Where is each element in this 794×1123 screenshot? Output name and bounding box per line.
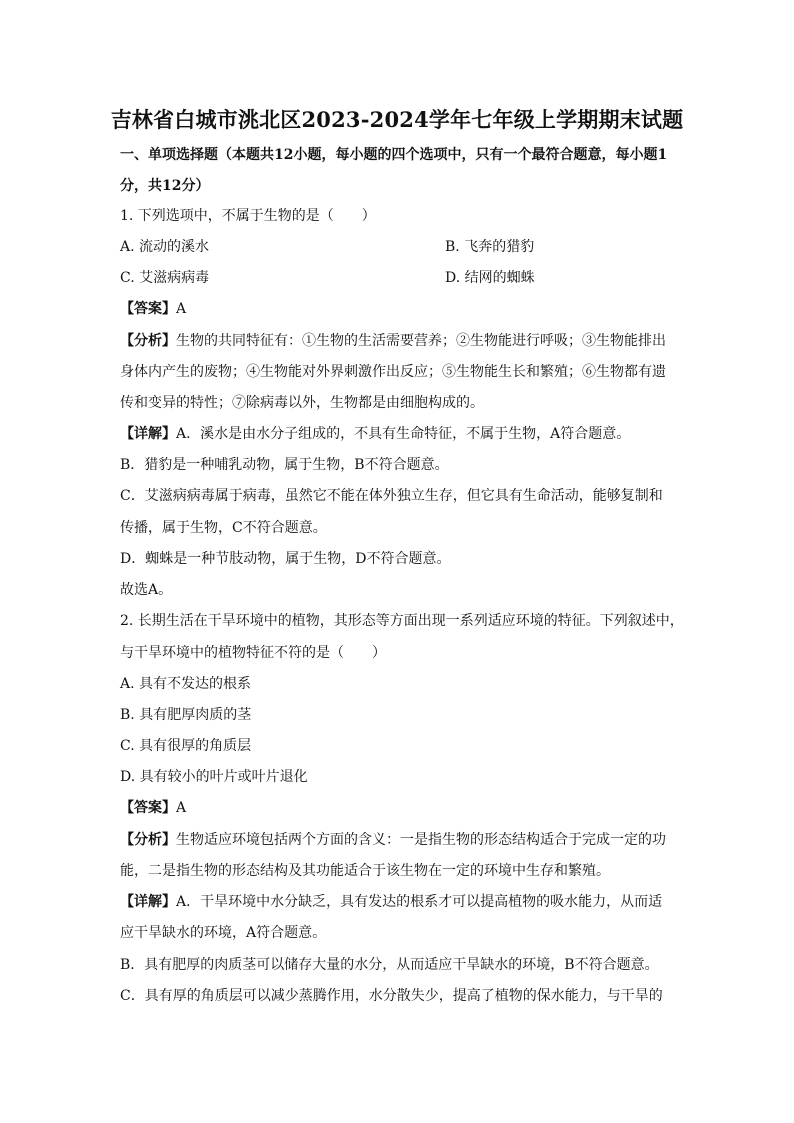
q2-answer [120, 798, 186, 818]
q2-stem-line-2: 与干旱环境中的植物特征不符的是（ ） [120, 645, 386, 661]
q2-analysis-line-2: 能，二是指生物的形态结构及其功能适合于该生物在一定的环境中生存和繁殖。 [120, 863, 610, 879]
section-heading-line-2: 分，共12分） [120, 178, 210, 194]
q2-option-d: D. 具有较小的叶片或叶片退化 [120, 769, 308, 785]
section-heading-line-1: 一、单项选择题（本题共12小题，每小题的四个选项中，只有一个最符合题意，每小题1 [120, 147, 668, 163]
q1-analysis-line-3: 传和变异的特性；⑦除病毒以外，生物都是由细胞构成的。 [120, 395, 484, 411]
q1-stem: 1. 下列选项中，不属于生物的是（ ） [120, 208, 376, 224]
q1-detail-line-3: C．艾滋病病毒属于病毒，虽然它不能在体外独立生存，但它具有生命活动，能够复制和 [120, 488, 663, 504]
q1-detail-line-1 [120, 424, 630, 444]
q2-detail-line-4: C．具有厚的角质层可以减少蒸腾作用，水分散失少，提高了植物的保水能力，与干旱的 [120, 988, 663, 1004]
q1-answer-value: A [176, 301, 187, 317]
q1-option-c: C. 艾滋病病毒 [120, 270, 210, 286]
q1-detail-label: 【详解】 [120, 426, 176, 442]
q1-option-d: D. 结网的蜘蛛 [445, 270, 535, 286]
q1-analysis-line-2: 身体内产生的废物；④生物能对外界刺激作出反应；⑤生物能生长和繁殖；⑥生物都有遗 [120, 364, 666, 380]
q1-detail-line-6: 故选A。 [120, 582, 173, 598]
q2-analysis-line-1 [120, 830, 666, 850]
q2-analysis-text-1: 生物适应环境包括两个方面的含义：一是指生物的形态结构适合于完成一定的功 [176, 832, 666, 848]
q2-answer-value: A [176, 800, 187, 816]
q1-analysis-text-1: 生物的共同特征有：①生物的生活需要营养；②生物能进行呼吸；③生物能排出 [176, 333, 666, 349]
q1-answer [120, 299, 186, 319]
q1-answer-label: 【答案】 [120, 301, 176, 317]
q1-detail-text-1: A．溪水是由水分子组成的，不具有生命特征，不属于生物，A符合题意。 [176, 426, 631, 442]
q2-option-a: A. 具有不发达的根系 [120, 676, 252, 692]
q1-analysis-line-1 [120, 331, 666, 351]
q2-detail-line-2: 应干旱缺水的环境，A符合题意。 [120, 925, 327, 941]
q1-detail-line-4: 传播，属于生物，C不符合题意。 [120, 520, 327, 536]
q2-detail-line-3: B．具有肥厚的肉质茎可以储存大量的水分，从而适应干旱缺水的环境，B不符合题意。 [120, 957, 659, 973]
q1-detail-line-5: D．蜘蛛是一种节肢动物，属于生物，D不符合题意。 [120, 551, 451, 567]
q2-detail-line-1 [120, 892, 662, 912]
exam-title: 吉林省白城市洮北区2023-2024学年七年级上学期期末试题 [110, 107, 684, 132]
q1-detail-line-2: B．猎豹是一种哺乳动物，属于生物，B不符合题意。 [120, 457, 449, 473]
q2-stem-line-1: 2. 长期生活在干旱环境中的植物，其形态等方面出现一系列适应环境的特征。下列叙述中， [120, 613, 684, 629]
q2-option-b: B. 具有肥厚肉质的茎 [120, 707, 252, 723]
q2-option-c: C. 具有很厚的角质层 [120, 738, 252, 754]
q2-detail-label: 【详解】 [120, 894, 176, 910]
q2-detail-text-1: A．干旱环境中水分缺乏，具有发达的根系才可以提高植物的吸水能力，从而适 [176, 894, 663, 910]
q1-analysis-label: 【分析】 [120, 333, 176, 349]
q2-analysis-label: 【分析】 [120, 832, 176, 848]
q1-option-a: A. 流动的溪水 [120, 239, 210, 255]
q1-option-b: B. 飞奔的猎豹 [445, 239, 535, 255]
q2-answer-label: 【答案】 [120, 800, 176, 816]
